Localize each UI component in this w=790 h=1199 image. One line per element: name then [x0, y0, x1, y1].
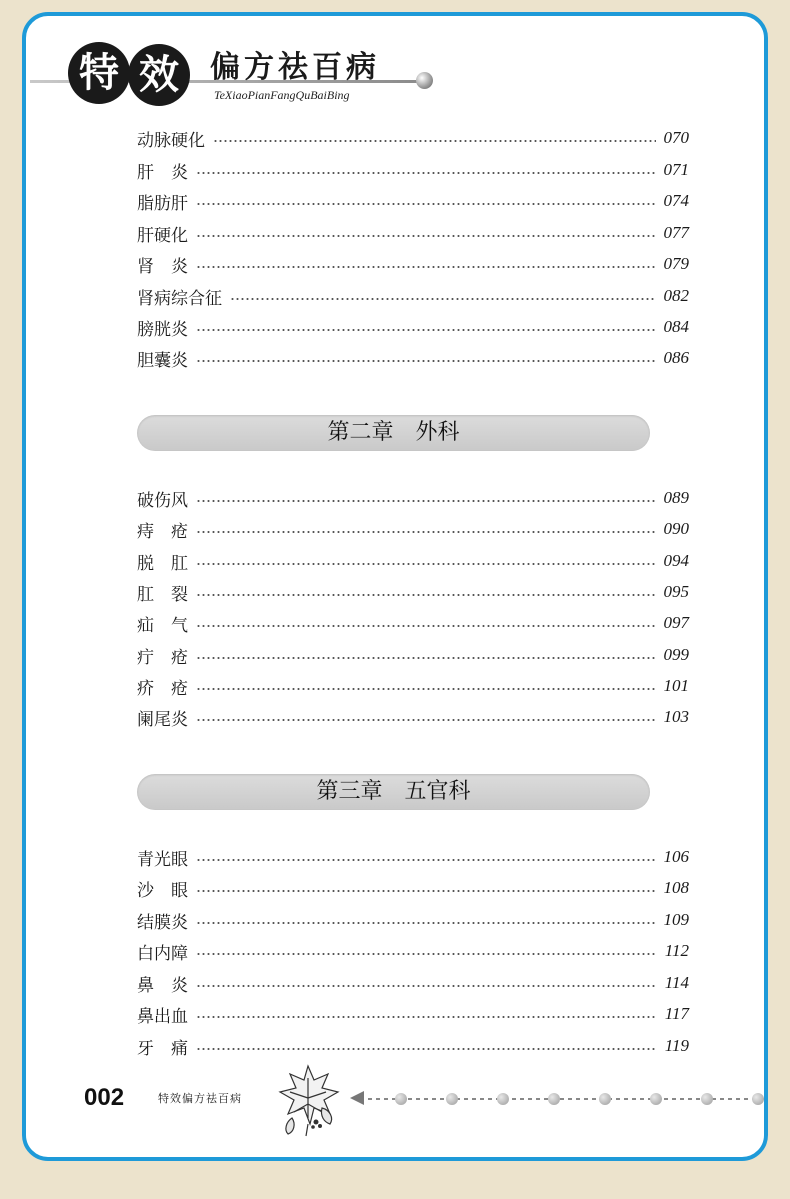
footer-dot-ornament: [752, 1093, 764, 1105]
toc-entry[interactable]: [137, 221, 689, 245]
toc-entry[interactable]: [137, 611, 689, 635]
toc-entry[interactable]: [137, 1034, 689, 1058]
leader-dots: [230, 298, 656, 300]
footer-dot-ornament: [650, 1093, 662, 1105]
toc-entry-page: 074: [663, 191, 689, 210]
leader-dots: [213, 140, 656, 142]
toc-entry[interactable]: [137, 705, 689, 729]
header-ball-ornament: [416, 72, 433, 89]
toc-entry-page: 103: [663, 707, 689, 726]
toc-entry-page: 106: [663, 847, 689, 866]
leader-dots: [196, 1016, 657, 1018]
toc-entry-page: 090: [663, 519, 689, 538]
leader-dots: [196, 1048, 657, 1050]
toc-entry-page: 108: [663, 878, 689, 897]
footer-book-title: 特效偏方祛百病: [158, 1092, 242, 1105]
header-title: 偏方祛百病: [210, 50, 380, 85]
toc-entry-page: 112: [664, 941, 689, 960]
toc-entry[interactable]: [137, 939, 689, 963]
toc-entry-title: 肾 炎: [137, 256, 188, 277]
leader-dots: [196, 329, 656, 331]
toc-entry-page: 070: [663, 128, 689, 147]
toc-entry-page: 119: [664, 1036, 689, 1055]
logo-character-1: 特: [68, 42, 130, 104]
leader-dots: [196, 500, 656, 502]
leader-dots: [196, 953, 657, 955]
toc-entry[interactable]: [137, 674, 689, 698]
maple-leaf-icon: [272, 1058, 344, 1138]
toc-entry-title: 肝 炎: [137, 162, 188, 183]
leader-dots: [196, 266, 656, 268]
toc-entry-title: 脂肪肝: [137, 193, 188, 214]
toc-entry[interactable]: [137, 126, 689, 150]
toc-entry-page: 084: [663, 317, 689, 336]
footer-dot-ornament: [599, 1093, 611, 1105]
toc-entry-page: 099: [663, 645, 689, 664]
leader-dots: [196, 360, 656, 362]
toc-entry-page: 071: [663, 160, 689, 179]
toc-entry-page: 082: [663, 286, 689, 305]
toc-entry-title: 结膜炎: [137, 912, 188, 933]
leader-dots: [196, 688, 656, 690]
toc-entry-title: 肾病综合征: [137, 288, 222, 309]
toc-entry[interactable]: [137, 252, 689, 276]
leader-dots: [196, 719, 656, 721]
toc-entry-page: 079: [663, 254, 689, 273]
toc-entry-title: 脱 肛: [137, 553, 188, 574]
leader-dots: [196, 625, 656, 627]
toc-entry[interactable]: [137, 845, 689, 869]
toc-entry-title: 沙 眼: [137, 880, 188, 901]
leader-dots: [196, 235, 656, 237]
toc-entry-title: 鼻 炎: [137, 975, 188, 996]
footer-dot-ornament: [497, 1093, 509, 1105]
toc-entry[interactable]: [137, 486, 689, 510]
toc-entry[interactable]: [137, 189, 689, 213]
toc-entry-page: 095: [663, 582, 689, 601]
toc-entry[interactable]: [137, 284, 689, 308]
toc-entry-title: 动脉硬化: [137, 130, 205, 151]
page-number: 002: [84, 1084, 125, 1111]
toc-entry[interactable]: [137, 315, 689, 339]
leader-dots: [196, 890, 656, 892]
toc-entry[interactable]: [137, 158, 689, 182]
toc-entry[interactable]: [137, 1002, 689, 1026]
leader-dots: [196, 594, 656, 596]
toc-entry-page: 097: [663, 613, 689, 632]
arrow-left-icon: [350, 1091, 364, 1105]
leader-dots: [196, 203, 656, 205]
header-pinyin: TeXiaoPianFangQuBaiBing: [214, 88, 350, 102]
toc-entry[interactable]: [137, 643, 689, 667]
toc-entry-page: 086: [663, 348, 689, 367]
toc-entry-title: 牙 痛: [137, 1038, 188, 1059]
toc-entry-title: 胆囊炎: [137, 350, 188, 371]
toc-entry-title: 膀胱炎: [137, 319, 188, 340]
toc-entry-title: 青光眼: [137, 849, 188, 870]
footer-dot-ornament: [395, 1093, 407, 1105]
toc-entry[interactable]: [137, 346, 689, 370]
chapter-heading: 第二章 外科: [137, 415, 650, 451]
toc-entry-page: 101: [663, 676, 689, 695]
toc-entry-page: 114: [664, 973, 689, 992]
toc-entry-title: 肝硬化: [137, 225, 188, 246]
toc-entry-title: 鼻出血: [137, 1006, 188, 1027]
toc-entry-page: 089: [663, 488, 689, 507]
toc-entry-page: 094: [663, 551, 689, 570]
leader-dots: [196, 657, 656, 659]
toc-entry-title: 阑尾炎: [137, 709, 188, 730]
toc-entry-page: 109: [663, 910, 689, 929]
toc-entry-title: 疔 疮: [137, 647, 188, 668]
leader-dots: [196, 922, 656, 924]
leader-dots: [196, 985, 657, 987]
chapter-heading: 第三章 五官科: [137, 774, 650, 810]
toc-entry[interactable]: [137, 876, 689, 900]
footer-dot-ornament: [701, 1093, 713, 1105]
toc-entry[interactable]: [137, 549, 689, 573]
leader-dots: [196, 563, 656, 565]
toc-entry-page: 117: [664, 1004, 689, 1023]
toc-entry-title: 肛 裂: [137, 584, 188, 605]
toc-entry-page: 077: [663, 223, 689, 242]
leader-dots: [196, 531, 656, 533]
toc-entry-title: 白内障: [137, 943, 188, 964]
footer-dot-ornament: [446, 1093, 458, 1105]
toc-entry[interactable]: [137, 580, 689, 604]
toc-entry[interactable]: [137, 517, 689, 541]
toc-entry[interactable]: [137, 908, 689, 932]
toc-entry-title: 痔 疮: [137, 521, 188, 542]
leader-dots: [196, 172, 656, 174]
leader-dots: [196, 859, 656, 861]
toc-entry-title: 破伤风: [137, 490, 188, 511]
footer-dot-ornament: [548, 1093, 560, 1105]
toc-entry-title: 疥 疮: [137, 678, 188, 699]
toc-entry-title: 疝 气: [137, 615, 188, 636]
toc-entry[interactable]: [137, 971, 689, 995]
logo-character-2: 效: [128, 44, 190, 106]
